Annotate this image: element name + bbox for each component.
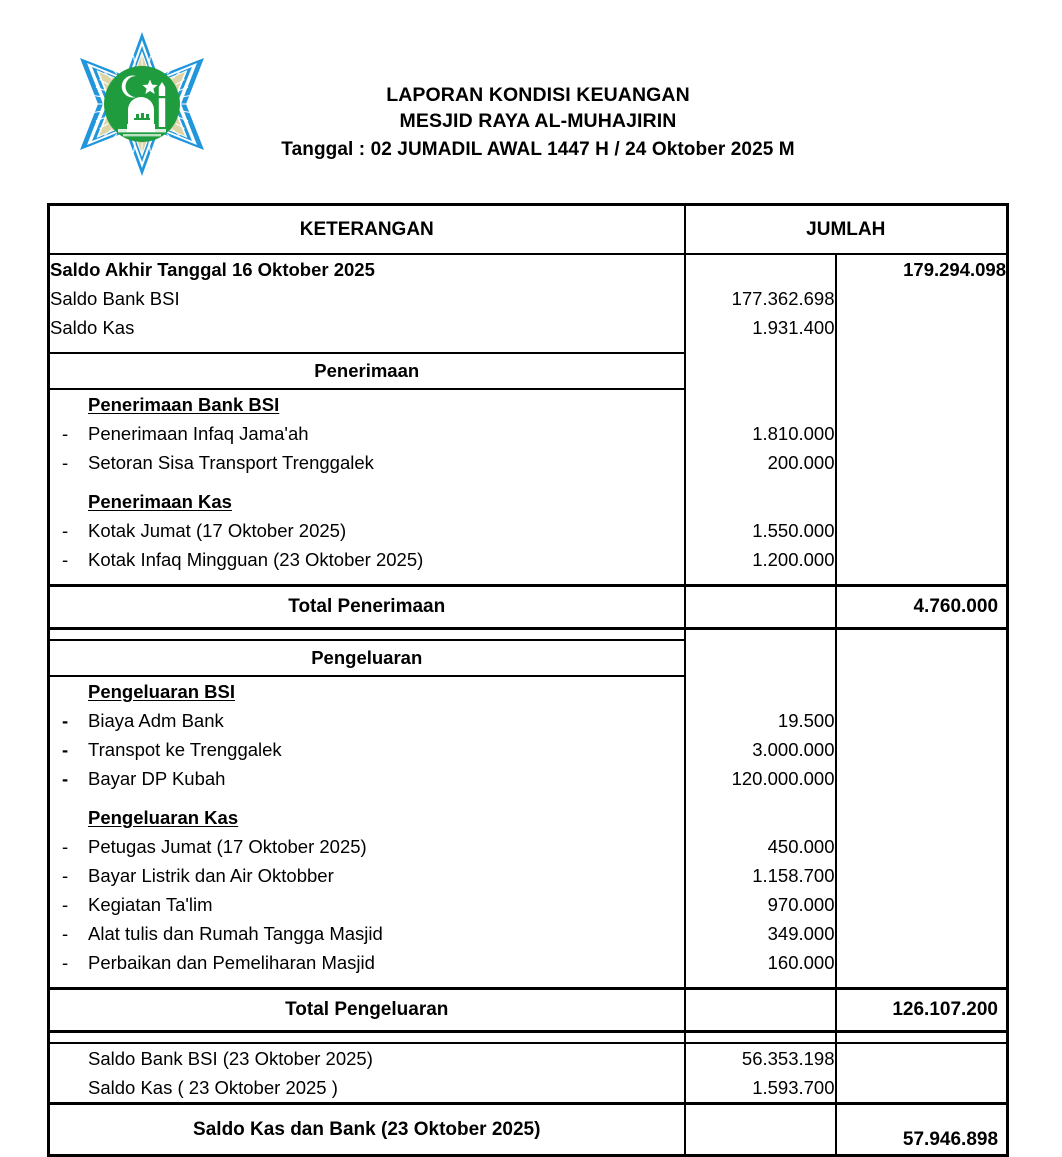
spacer-row [49,574,1008,586]
group-heading-penerimaan-bank-bsi [49,389,685,419]
line-item-amount: 1.810.000 [685,419,836,448]
line-item-amount: 19.500 [685,706,836,735]
opening-row-amount: 177.362.698 [685,284,836,313]
spacer-row [49,342,1008,353]
spacer-row [49,477,1008,487]
line-item-amount: 200.000 [685,448,836,477]
bullet-dash-icon: - [62,520,69,541]
table-row [49,1043,1008,1073]
line-item-amount: 1.200.000 [685,545,836,574]
table-row [49,735,1008,764]
line-item-label [49,545,685,574]
column-header-keterangan: KETERANGAN [49,205,685,255]
table-row [49,861,1008,890]
line-item-amount: 1.550.000 [685,516,836,545]
line-item-label [49,764,685,793]
table-row [49,545,1008,574]
line-item-amount: 450.000 [685,832,836,861]
closing-row-amount: 56.353.198 [685,1043,836,1073]
report-title-line-1: LAPORAN KONDISI KEUANGAN [386,84,690,106]
section-banner-pengeluaran [49,640,1008,676]
column-header-jumlah: JUMLAH [685,205,1008,255]
line-item-label [49,919,685,948]
closing-row-label: Saldo Kas ( 23 Oktober 2025 ) [49,1073,685,1104]
line-item-text: Bayar Listrik dan Air Oktobber [88,865,334,886]
closing-row-amount: 1.593.700 [685,1073,836,1104]
table-row [49,832,1008,861]
table-row [49,706,1008,735]
table-row [49,389,1008,419]
spacer-row [49,793,1008,803]
line-item-amount: 3.000.000 [685,735,836,764]
table-header-row [49,205,1008,255]
bullet-dash-icon: - [62,739,69,760]
line-item-label [49,735,685,764]
report-date-line: Tanggal : 02 JUMADIL AWAL 1447 H / 24 Oktober 2025 M [281,139,795,160]
line-item-text: Kotak Infaq Mingguan (23 Oktober 2025) [88,549,424,570]
group-heading-penerimaan-kas [49,487,685,516]
opening-row-total-empty [836,284,1008,313]
closing-row-label: Saldo Bank BSI (23 Oktober 2025) [49,1043,685,1073]
group-heading-text: Pengeluaran Kas [88,807,239,828]
bullet-dash-icon: - [62,865,69,886]
opening-balance-total: 179.294.098 [836,254,1008,284]
line-item-text: Alat tulis dan Rumah Tangga Masjid [88,923,383,944]
table-row [49,948,1008,977]
section-banner-label: Pengeluaran [49,640,685,676]
spacer-row [49,629,1008,641]
line-item-label [49,706,685,735]
table-row [49,919,1008,948]
bullet-dash-icon: - [62,952,69,973]
spacer-row [49,1032,1008,1044]
line-item-label [49,516,685,545]
section-banner-penerimaan [49,353,1008,389]
group-heading-pengeluaran-bsi [49,676,685,706]
table-row [49,803,1008,832]
table-row [49,284,1008,313]
table-row [49,890,1008,919]
spacer-row [49,977,1008,989]
line-item-text: Kotak Jumat (17 Oktober 2025) [88,520,347,541]
line-item-text: Kegiatan Ta'lim [88,894,213,915]
group-heading-text: Pengeluaran BSI [88,681,236,702]
bullet-dash-icon: - [62,452,69,473]
table-row [49,487,1008,516]
opening-balance-sub-empty [685,254,836,284]
grand-total-label: Saldo Kas dan Bank (23 Oktober 2025) [49,1104,685,1156]
total-pengeluaran-label: Total Pengeluaran [49,989,685,1032]
line-item-amount: 160.000 [685,948,836,977]
line-item-label [49,419,685,448]
line-item-amount: 1.158.700 [685,861,836,890]
table-row [49,419,1008,448]
line-item-label [49,948,685,977]
table-row [49,448,1008,477]
line-item-text: Transpot ke Trenggalek [88,739,282,760]
opening-row-label: Saldo Kas [49,313,685,342]
line-item-text: Setoran Sisa Transport Trenggalek [88,452,374,473]
table-row [49,1073,1008,1104]
opening-row-label: Saldo Bank BSI [49,284,685,313]
table-row [49,254,1008,284]
line-item-label [49,832,685,861]
report-title-block [228,82,848,164]
table-row [49,313,1008,342]
grand-total-row [49,1104,1008,1156]
opening-balance-label: Saldo Akhir Tanggal 16 Oktober 2025 [49,254,685,284]
opening-row-total-empty [836,313,1008,342]
bullet-dash-icon: - [62,894,69,915]
total-penerimaan-row [49,586,1008,629]
bullet-dash-icon: - [62,836,69,857]
line-item-text: Penerimaan Infaq Jama'ah [88,423,309,444]
table-row [49,764,1008,793]
line-item-text: Petugas Jumat (17 Oktober 2025) [88,836,367,857]
opening-row-amount: 1.931.400 [685,313,836,342]
line-item-label [49,448,685,477]
line-item-text: Bayar DP Kubah [88,768,226,789]
line-item-amount: 970.000 [685,890,836,919]
bullet-dash-icon: - [62,768,69,789]
total-penerimaan-label: Total Penerimaan [49,586,685,629]
table-row [49,676,1008,706]
bullet-dash-icon: - [62,923,69,944]
group-heading-pengeluaran-kas [49,803,685,832]
report-header [0,0,1062,200]
line-item-amount: 349.000 [685,919,836,948]
section-banner-label: Penerimaan [49,353,685,389]
financial-report-table [47,203,1009,1157]
group-heading-text: Penerimaan Bank BSI [88,394,280,415]
line-item-text: Perbaikan dan Pemeliharan Masjid [88,952,375,973]
grand-total-value: 57.946.898 [836,1104,1008,1156]
report-title-line-2: MESJID RAYA AL-MUHAJIRIN [399,110,677,132]
total-pengeluaran-value: 126.107.200 [836,989,1008,1032]
bullet-dash-icon: - [62,423,69,444]
table-row [49,516,1008,545]
group-heading-text: Penerimaan Kas [88,491,232,512]
line-item-label [49,861,685,890]
bullet-dash-icon: - [62,549,69,570]
total-pengeluaran-row [49,989,1008,1032]
masjid-logo-icon [66,26,218,186]
line-item-label [49,890,685,919]
line-item-text: Biaya Adm Bank [88,710,224,731]
total-penerimaan-value: 4.760.000 [836,586,1008,629]
line-item-amount: 120.000.000 [685,764,836,793]
bullet-dash-icon: - [62,710,69,731]
